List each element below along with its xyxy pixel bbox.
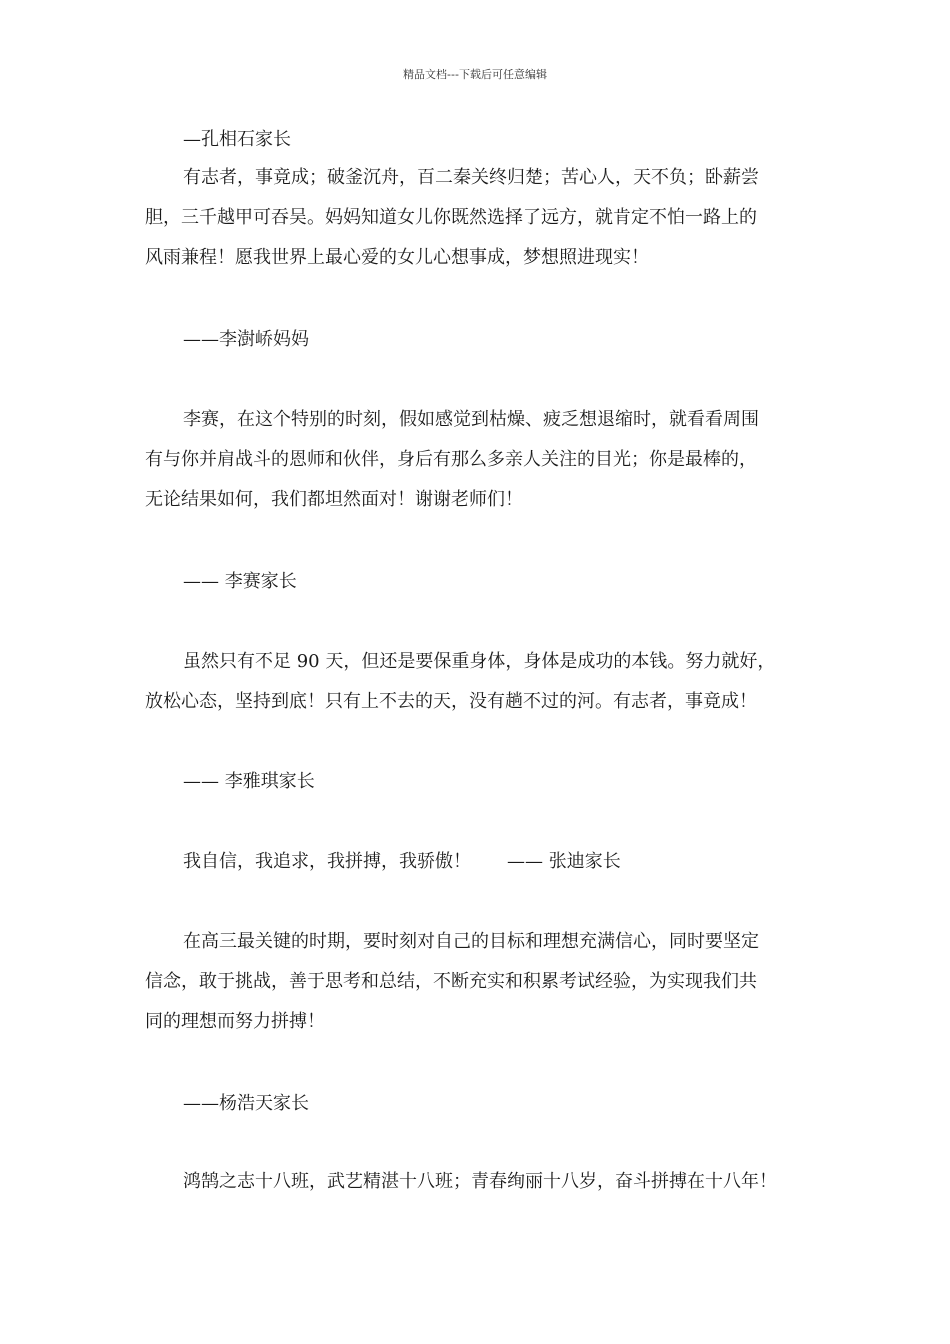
paragraph-line: 放松心态，坚持到底！只有上不去的天，没有趟不过的河。有志者，事竟成！ [145,691,757,712]
signature-line: ——李澍峤妈妈 [183,329,309,350]
page-header: 精品文档---下载后可任意编辑 [403,68,547,81]
signature-line: —— 李雅琪家长 [183,771,315,792]
paragraph-line: 有志者，事竟成；破釜沉舟，百二秦关终归楚；苦心人，天不负；卧薪尝 [183,167,759,188]
paragraph-line: 信念，敢于挑战，善于思考和总结，不断充实和积累考试经验，为实现我们共 [145,971,757,992]
paragraph-line: 风雨兼程！愿我世界上最心爱的女儿心想事成，梦想照进现实！ [145,247,649,268]
paragraph-line: 鸿鹄之志十八班，武艺精湛十八班；青春绚丽十八岁，奋斗拼搏在十八年！ [183,1171,777,1192]
signature-line: —— 李赛家长 [183,571,297,592]
paragraph-line: 在高三最关键的时期，要时刻对自己的目标和理想充满信心，同时要坚定 [183,931,759,952]
signature-line: —孔相石家长 [183,129,291,150]
paragraph-line: 同的理想而努力拼搏！ [145,1011,325,1032]
paragraph-line: 胆，三千越甲可吞吴。妈妈知道女儿你既然选择了远方，就肯定不怕一路上的 [145,207,757,228]
paragraph-line: 虽然只有不足 90 天，但还是要保重身体，身体是成功的本钱。努力就好， [183,651,776,672]
signature-line: ——杨浩天家长 [183,1093,309,1114]
paragraph-line: 无论结果如何，我们都坦然面对！谢谢老师们！ [145,489,523,510]
paragraph-line: 李赛，在这个特别的时刻，假如感觉到枯燥、疲乏想退缩时，就看看周围 [183,409,759,430]
paragraph-line: 我自信，我追求，我拼搏，我骄傲！ —— 张迪家长 [183,851,621,872]
paragraph-line: 有与你并肩战斗的恩师和伙伴，身后有那么多亲人关注的目光；你是最棒的， [145,449,757,470]
